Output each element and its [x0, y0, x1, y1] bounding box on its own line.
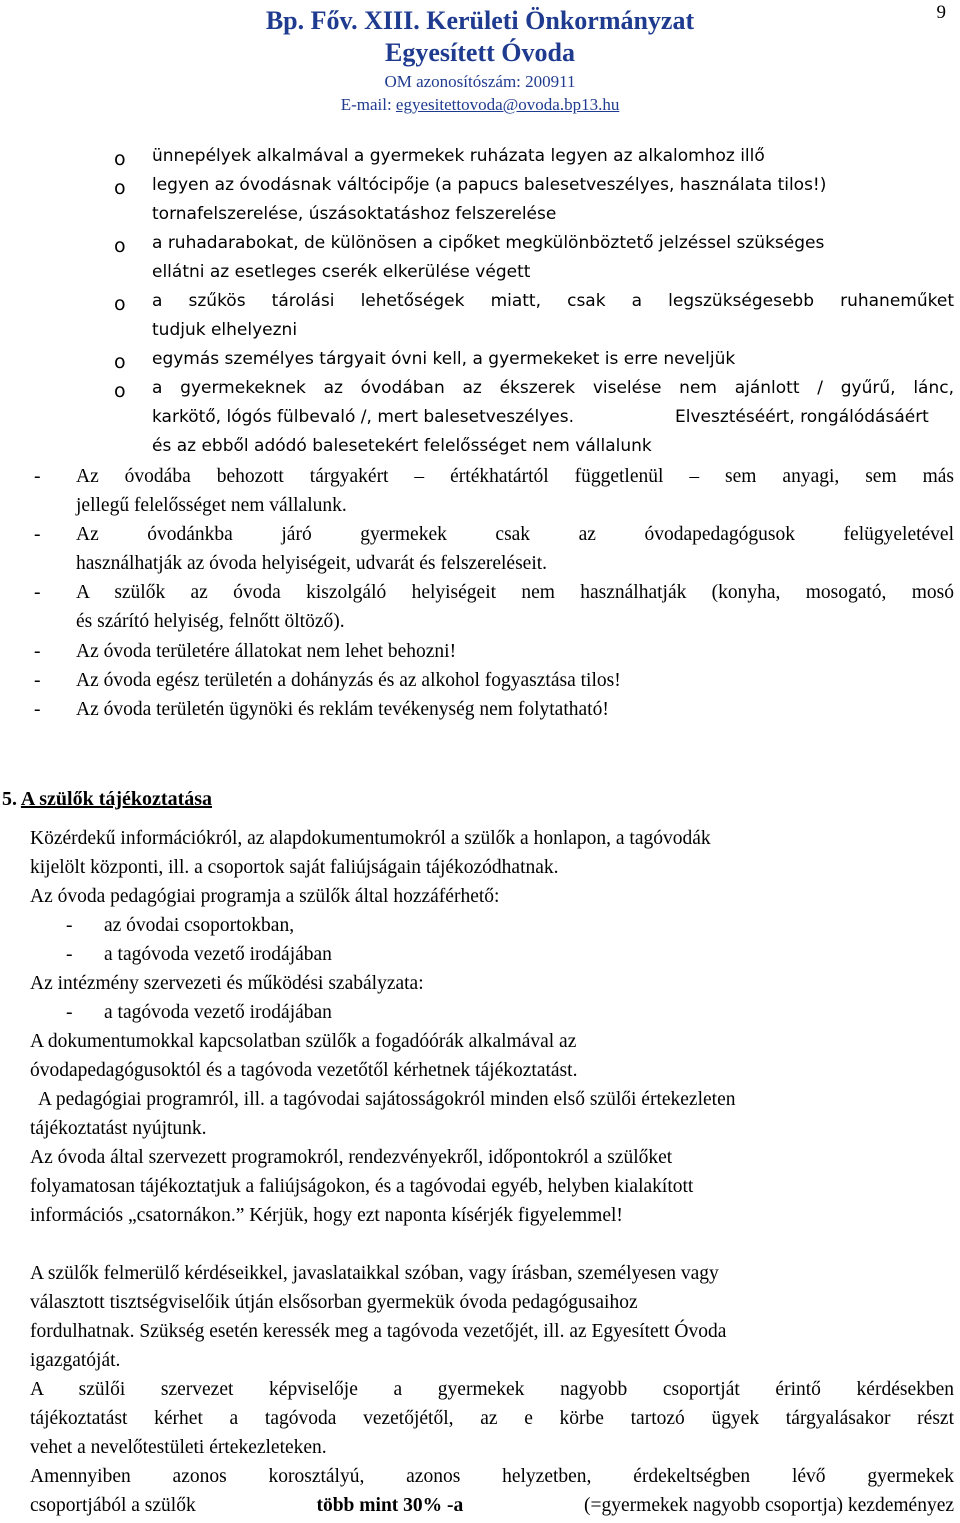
bullet-item-cont: tornafelszerelése, úszásoktatáshoz felszerelése: [152, 204, 557, 224]
bullet-marker: o: [114, 235, 126, 257]
body-line: A pedagógiai programról, ill. a tagóvodai sajátosságokról minden első szülői értekezleten: [38, 1089, 736, 1110]
bullet-item: egymás személyes tárgyait óvni kell, a gyermekeket is erre neveljük: [152, 349, 736, 369]
bullet-marker: o: [114, 148, 126, 170]
dash-marker: -: [34, 670, 41, 691]
bullet-item-cont: ellátni az esetleges cserék elkerülése végett: [152, 262, 531, 282]
bullet-item-cont: tudjuk elhelyezni: [152, 320, 298, 340]
list-item: az óvodai csoportokban,: [104, 915, 295, 936]
page-number: 9: [936, 2, 946, 23]
body-bold-fragment: több mint 30% -a: [316, 1495, 464, 1516]
body-line: választott tisztségviselőik útján elsősorban gyermekük óvoda pedagógusaihoz: [30, 1292, 638, 1313]
org-name: Bp. Főv. XIII. Kerületi Önkormányzat: [265, 6, 695, 35]
email-link[interactable]: egyesitettovoda@ovoda.bp13.hu: [395, 95, 620, 114]
dash-marker: -: [34, 641, 41, 662]
body-line: vehet a nevelőtestületi értekezleteken.: [30, 1437, 327, 1458]
bullet-item-cont: Elvesztéséért, rongálódásáért: [675, 407, 929, 427]
body-line: A szülők felmerülő kérdéseikkel, javaslataikkal szóban, vagy írásban, személyesen vagy: [30, 1263, 719, 1284]
body-line: folyamatosan tájékoztatjuk a faliújságokon, és a tagóvodai egyéb, helyben kialakított: [30, 1176, 694, 1197]
rule-item: Az óvodába behozott tárgyakért – értékhatártól függetlenül – sem anyagi, sem más: [76, 466, 954, 487]
section-heading: [2, 789, 212, 809]
om-id: OM azonosítószám: 200911: [384, 72, 576, 91]
section-number: 5.: [2, 788, 21, 810]
body-line: tájékoztatást nyújtunk.: [30, 1118, 207, 1139]
dash-marker: -: [66, 944, 73, 965]
bullet-item: legyen az óvodásnak váltócipője (a papucs balesetveszélyes, használata tilos!): [152, 175, 827, 195]
body-line: A dokumentumokkal kapcsolatban szülők a fogadóórák alkalmával az: [30, 1031, 577, 1052]
body-line: kijelölt központi, ill. a csoportok saját faliújságain tájékozódhatnak.: [30, 857, 559, 878]
body-line: tájékoztatást kérhet a tagóvoda vezetőjétől, az e körbe tartozó ügyek tárgyalásakor részt: [30, 1408, 954, 1429]
body-line: A szülői szervezet képviselője a gyermekek nagyobb csoportját érintő kérdésekben: [30, 1379, 954, 1400]
body-line: Az óvoda pedagógiai programja a szülők által hozzáférhető:: [30, 886, 500, 907]
list-item: a tagóvoda vezető irodájában: [104, 1002, 332, 1023]
body-line: óvodapedagógusoktól és a tagóvoda vezetőtől kérhetnek tájékoztatást.: [30, 1060, 578, 1081]
body-line: Az óvoda által szervezett programokról, rendezvényekről, időpontokról a szülőket: [30, 1147, 673, 1168]
body-fragment: csoportjából a szülők: [30, 1495, 196, 1516]
rule-item-cont: jellegű felelősséget nem vállalunk.: [76, 495, 347, 516]
body-fragment: (=gyermekek nagyobb csoportja) kezdeményez: [584, 1495, 954, 1516]
body-line: fordulhatnak. Szükség esetén keressék meg a tagóvoda vezetőjét, ill. az Egyesített Óvoda: [30, 1321, 727, 1342]
bullet-marker: o: [114, 351, 126, 373]
school-name: Egyesített Óvoda: [385, 38, 575, 67]
rule-item: Az óvodánkba járó gyermekek csak az óvodapedagógusok felügyeletével: [76, 524, 954, 545]
rule-item: Az óvoda egész területén a dohányzás és az alkohol fogyasztása tilos!: [76, 670, 621, 691]
body-line-mixed: [30, 1496, 954, 1516]
email-label: E-mail:: [340, 95, 396, 114]
body-line: információs „csatornákon.” Kérjük, hogy ezt naponta kísérjék figyelemmel!: [30, 1205, 623, 1226]
rule-item: A szülők az óvoda kiszolgáló helyiségeit nem használhatják (konyha, mosogató, mosó: [76, 582, 954, 603]
bullet-item: ünnepélyek alkalmával a gyermekek ruházata legyen az alkalomhoz illő: [152, 146, 765, 166]
rule-item-cont: és szárító helyiség, felnőtt öltöző).: [76, 611, 345, 632]
body-line: Közérdekű információkról, az alapdokumentumokról a szülők a honlapon, a tagóvodák: [30, 828, 711, 849]
bullet-marker: o: [114, 293, 126, 315]
bullet-item: a ruhadarabokat, de különösen a cipőket megkülönböztető jelzéssel szükséges: [152, 233, 825, 253]
rule-item: Az óvoda területén ügynöki és reklám tevékenység nem folytatható!: [76, 699, 609, 720]
dash-marker: -: [34, 699, 41, 720]
dash-marker: -: [34, 466, 41, 487]
dash-marker: -: [66, 915, 73, 936]
bullet-marker: o: [114, 177, 126, 199]
section-title: A szülők tájékoztatása: [20, 788, 213, 810]
body-line: igazgatóját.: [30, 1350, 121, 1371]
email-line: [0, 95, 960, 115]
bullet-item: a gyermekeknek az óvodában az ékszerek viselése nem ajánlott / gyűrű, lánc,: [152, 378, 954, 398]
body-line: Amennyiben azonos korosztályú, azonos helyzetben, érdekeltségben lévő gyermekek: [30, 1466, 954, 1487]
bullet-marker: o: [114, 380, 126, 402]
rule-item: Az óvoda területére állatokat nem lehet behozni!: [76, 641, 457, 662]
body-line: Az intézmény szervezeti és működési szabályzata:: [30, 973, 424, 994]
list-item: a tagóvoda vezető irodájában: [104, 944, 332, 965]
bullet-item-cont: és az ebből adódó balesetekért felelősséget nem vállalunk: [152, 436, 652, 456]
dash-marker: -: [34, 524, 41, 545]
bullet-item-cont: karkötő, lógós fülbevaló /, mert balesetveszélyes.: [152, 407, 575, 427]
rule-item-cont: használhatják az óvoda helyiségeit, udvarát és felszereléseit.: [76, 553, 548, 574]
dash-marker: -: [34, 582, 41, 603]
bullet-item: a szűkös tárolási lehetőségek miatt, csak a legszükségesebb ruhaneműket: [152, 291, 954, 311]
dash-marker: -: [66, 1002, 73, 1023]
